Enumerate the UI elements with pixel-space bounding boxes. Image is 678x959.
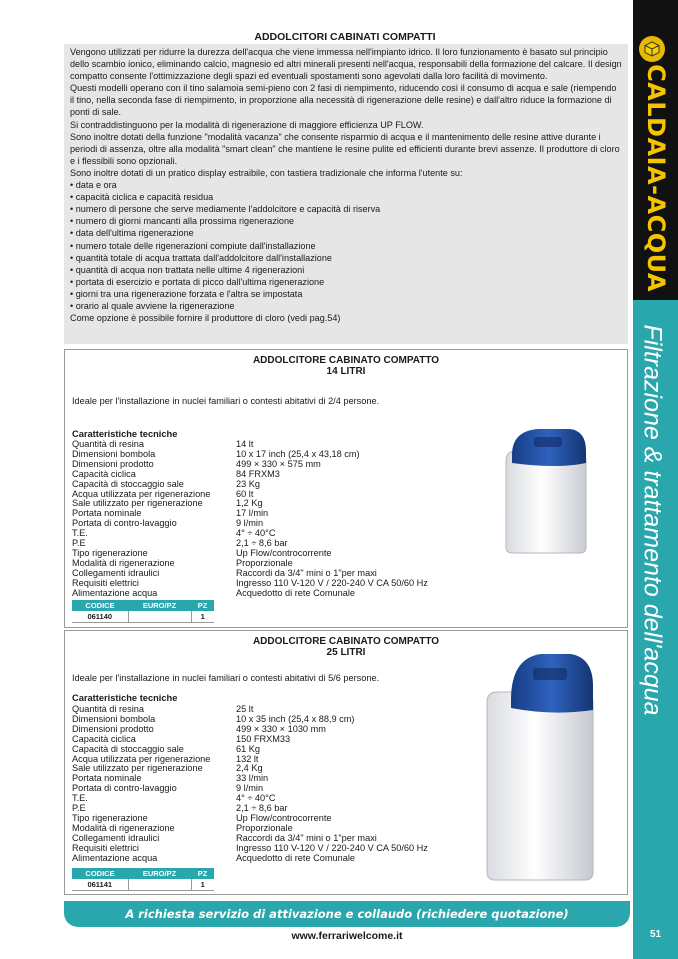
feature-item: • data e ora <box>70 179 622 191</box>
product-title-line1: ADDOLCITORE CABINATO COMPATTO <box>252 636 440 647</box>
spec-key: Quantità di resina <box>72 704 145 714</box>
order-table <box>72 600 214 623</box>
spec-value: Up Flow/controcorrente <box>236 812 332 823</box>
spec-value: 17 l/min <box>236 508 269 519</box>
product-qty: 1 <box>191 611 214 622</box>
product-qty: 1 <box>191 879 214 890</box>
spec-value: 2,1 ÷ 8,6 bar <box>236 538 288 549</box>
specs-table <box>72 440 428 599</box>
order-header-qty: PZ <box>191 868 214 879</box>
intro-paragraph: Si contraddistinguono per la modalità di rigenerazione di maggiore efficienza UP FLOW. <box>70 119 424 130</box>
spec-key: P.E <box>72 803 86 814</box>
product-title-line2: 25 LITRI <box>326 647 366 658</box>
spec-key: Capacità di stoccaggio sale <box>72 478 184 489</box>
spec-value: 61 Kg <box>236 743 261 754</box>
spec-value: 14 lt <box>236 439 254 449</box>
spec-value: Acquedotto di rete Comunale <box>236 587 356 598</box>
order-header-price: EURO/PZ <box>128 868 191 879</box>
spec-key: Requisiti elettrici <box>72 577 139 588</box>
spec-value: 4° ÷ 40°C <box>236 528 276 539</box>
feature-item: • data dell'ultima rigenerazione <box>70 227 622 239</box>
feature-item: • capacità ciclica e capacità residua <box>70 191 622 203</box>
spec-value: 132 lt <box>236 753 259 764</box>
spec-value: 84 FRXM3 <box>236 468 280 479</box>
spec-value: 60 lt <box>236 488 254 499</box>
spec-key: Portata di contro-lavaggio <box>72 518 177 529</box>
spec-value: 4° ÷ 40°C <box>236 793 276 804</box>
spec-key: Requisiti elettrici <box>72 842 139 853</box>
spec-key: Dimensioni bombola <box>72 713 156 724</box>
spec-key: Modalità di rigenerazione <box>72 822 175 833</box>
order-header-qty: PZ <box>191 600 214 611</box>
product-price <box>128 611 191 622</box>
order-header-price: EURO/PZ <box>128 600 191 611</box>
spec-key: Alimentazione acqua <box>72 852 158 863</box>
intro-text-box <box>64 44 628 344</box>
product-description: Ideale per l'installazione in nuclei familiari o contesti abitativi di 2/4 persone. <box>72 396 380 406</box>
spec-value: Proporzionale <box>236 557 293 568</box>
spec-value: 9 l/min <box>236 783 264 794</box>
feature-item: • orario al quale avviene la rigenerazione <box>70 300 622 312</box>
spec-key: Tipo rigenerazione <box>72 812 148 823</box>
spec-value: Up Flow/controcorrente <box>236 547 332 558</box>
product-title <box>65 355 627 377</box>
spec-key: Portata nominale <box>72 508 142 519</box>
softener-25l-image <box>483 650 597 882</box>
spec-value: 23 Kg <box>236 478 261 489</box>
spec-value: Raccordi da 3/4" mini o 1"per maxi <box>236 567 377 578</box>
spec-value: Ingresso 110 V-120 V / 220-240 V CA 50/60 Hz <box>236 842 428 853</box>
product-card-25l <box>64 630 628 895</box>
service-banner-text: A richiesta servizio di attivazione e collaudo (richiedere quotazione) <box>125 907 569 921</box>
page-number: 51 <box>649 929 662 940</box>
yellow-cube-icon <box>639 36 665 62</box>
spec-value: Proporzionale <box>236 822 293 833</box>
spec-key: P.E <box>72 538 86 549</box>
service-banner <box>64 901 630 927</box>
product-title-line1: ADDOLCITORE CABINATO COMPATTO <box>252 355 440 366</box>
spec-value: 10 x 17 inch (25,4 x 43,18 cm) <box>236 448 360 459</box>
spec-value: 2,4 Kg <box>236 763 263 774</box>
spec-key: T.E. <box>72 528 88 539</box>
spec-value: 2,1 ÷ 8,6 bar <box>236 803 288 814</box>
spec-key: Portata nominale <box>72 773 142 784</box>
product-price <box>128 879 191 890</box>
section-title: ADDOLCITORI CABINATI COMPATTI <box>254 31 436 43</box>
spec-value: 499 × 330 × 575 mm <box>236 458 321 469</box>
spec-key: Sale utilizzato per rigenerazione <box>72 763 203 774</box>
spec-key: Quantità di resina <box>72 439 145 449</box>
spec-key: Acqua utilizzata per rigenerazione <box>72 488 211 499</box>
spec-key: Dimensioni prodotto <box>72 723 154 734</box>
spec-value: 9 l/min <box>236 518 264 529</box>
spec-key: Dimensioni prodotto <box>72 458 154 469</box>
spec-value: Raccordi da 3/4" mini o 1"per maxi <box>236 832 377 843</box>
specs-heading: Caratteristiche tecniche <box>72 429 178 439</box>
spec-value: 25 lt <box>236 704 254 714</box>
order-header-code: CODICE <box>72 868 128 879</box>
spec-key: Collegamenti idraulici <box>72 832 160 843</box>
spec-key: Tipo rigenerazione <box>72 547 148 558</box>
spec-value: 499 × 330 × 1030 mm <box>236 723 326 734</box>
feature-item: • quantità totale di acqua trattata dall'addolcitore dall'installazione <box>70 252 622 264</box>
feature-item: • portata di esercizio e portata di picco dall'ultima rigenerazione <box>70 276 622 288</box>
intro-paragraph: Questi modelli operano con il tino salamoia semi-pieno con 2 fasi di riempimento, riducendo così il consumo di acqua e sale (riempendo il tino, nella seconda fase di riempimento, in proporzione alla necessità di rigenerazione delle resine) e dall'altro riduce la formazione di ponti di sale. <box>70 83 617 118</box>
intro-paragraph: Vengono utilizzati per ridurre la durezza dell'acqua che viene immessa nell'impianto idrico. Il loro funzionamento è basato sul principio dello scambio ionico, eliminando calcio, magnesio ed altri minerali presenti nell'acqua, responsabili della formazione del calcare. Il design compatto consente l'ottimizzazione degli spazi ed eventuali spostamenti sono agevolati dalla loro facilità di movimento. <box>70 47 622 82</box>
order-table <box>72 868 214 891</box>
spec-key: Acqua utilizzata per rigenerazione <box>72 753 211 764</box>
spec-key: Portata di contro-lavaggio <box>72 783 177 794</box>
feature-item: • numero di persone che serve mediamente l'addolcitore e capacità di riserva <box>70 203 622 215</box>
specs-table <box>72 705 428 864</box>
spec-value: Ingresso 110 V-120 V / 220-240 V CA 50/60 Hz <box>236 577 428 588</box>
product-title-line2: 14 LITRI <box>326 366 366 377</box>
spec-key: Collegamenti idraulici <box>72 567 160 578</box>
spec-key: Dimensioni bombola <box>72 448 156 459</box>
feature-item: • numero totale delle rigenerazioni compiute dall'installazione <box>70 240 622 252</box>
specs-heading: Caratteristiche tecniche <box>72 693 178 703</box>
spec-value: 33 l/min <box>236 773 269 784</box>
spec-value: 150 FRXM33 <box>236 733 291 744</box>
spec-key: Capacità ciclica <box>72 468 136 479</box>
spec-row <box>72 854 428 864</box>
website-link[interactable]: www.ferrariwelcome.it <box>291 930 403 942</box>
spec-key: Capacità ciclica <box>72 733 136 744</box>
spec-key: Modalità di rigenerazione <box>72 557 175 568</box>
feature-item: • quantità di acqua non trattata nelle ultime 4 rigenerazioni <box>70 264 622 276</box>
sidebar-subtitle: Filtrazione & trattamento dell'acqua <box>638 324 667 716</box>
spec-value: 10 x 35 inch (25,4 x 88,9 cm) <box>236 713 355 724</box>
intro-paragraph: Sono inoltre dotati della funzione "modalità vacanza" che consente risparmio di acqua e il mantenimento delle resine attive durante i periodi di assenza, oltre alla modalità "smart clean" che mantiene le resine pulite ed efficienti durante brevi assenze. Il produttore di cloro e i flessibili sono opzionali. <box>70 131 620 166</box>
feature-item: • numero di giorni mancanti alla prossima rigenerazione <box>70 215 622 227</box>
softener-14l-image <box>498 425 592 555</box>
product-code: 061140 <box>72 611 128 622</box>
product-code: 061141 <box>72 879 128 890</box>
spec-key: Sale utilizzato per rigenerazione <box>72 498 203 509</box>
intro-closing: Come opzione è possibile fornire il produttore di cloro (vedi pag.54) <box>70 313 341 324</box>
spec-row <box>72 589 428 599</box>
spec-value: 1,2 Kg <box>236 498 263 509</box>
sidebar-title: CALDAIA-ACQUA <box>642 64 670 292</box>
spec-key: Capacità di stoccaggio sale <box>72 743 184 754</box>
order-header-code: CODICE <box>72 600 128 611</box>
product-description: Ideale per l'installazione in nuclei familiari o contesti abitativi di 5/6 persone. <box>72 673 380 683</box>
feature-list <box>70 179 622 312</box>
spec-key: T.E. <box>72 793 88 804</box>
feature-item: • giorni tra una rigenerazione forzata e l'altra se impostata <box>70 288 622 300</box>
spec-value: Acquedotto di rete Comunale <box>236 852 356 863</box>
product-card-14l <box>64 349 628 628</box>
spec-key: Alimentazione acqua <box>72 587 158 598</box>
intro-paragraph: Sono inoltre dotati di un pratico display estraibile, con tastiera tradizionale che informa l'utente su: <box>70 167 463 178</box>
